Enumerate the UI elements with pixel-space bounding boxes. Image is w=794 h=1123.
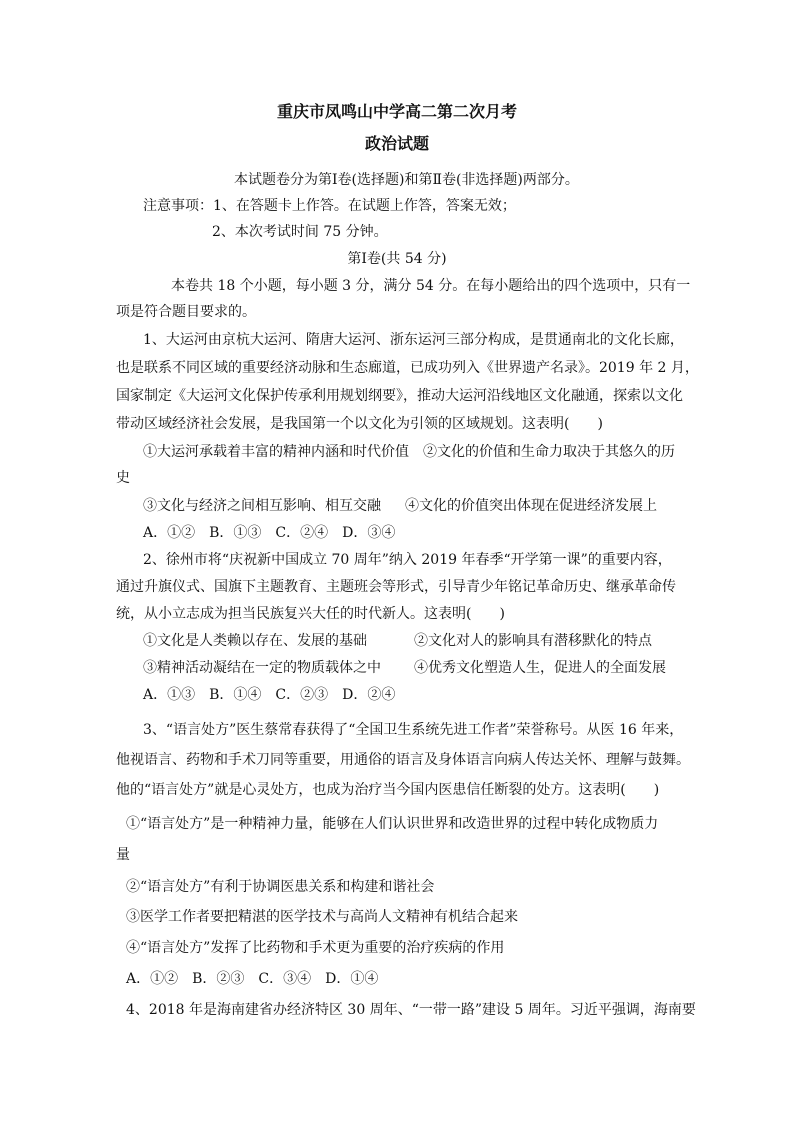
exam-subtitle: 政治试题 [364, 134, 429, 153]
q1-stem-3: 国家制定《大运河文化保护传承利用规划纲要》，推动大运河沿线地区文化融通，探索以文化 [116, 388, 683, 404]
q1-item-4: ④文化的价值突出体现在促进经济发展上 [405, 498, 657, 514]
section-instructions-1: 本卷共 18 个小题，每小题 3 分，满分 54 分。在每小题给出的四个选项中，只有一 [171, 278, 691, 294]
q2-choices: A．①③ B．①④ C．②③ D．②④ [143, 687, 396, 703]
q2-item-4: ④优秀文化塑造人生，促进人的全面发展 [414, 660, 666, 676]
q2-stem-3: 统，从小立志成为担当民族复兴大任的时代新人。这表明( ) [116, 606, 505, 622]
q3-stem-2: 他视语言、药物和手术刀同等重要，用通俗的语言及身体语言向病人传达关怀、理解与鼓舞。 [116, 752, 690, 768]
q1-stem-2: 也是联系不同区域的重要经济动脉和生态廊道，已成功列入《世界遗产名录》。2019 年 2 月， [116, 360, 699, 376]
q2-item-1: ①文化是人类赖以存在、发展的基础 [143, 633, 367, 649]
q3-stem-3: 他的“语言处方”就是心灵处方，也成为治疗当今国内医患信任断裂的处方。这表明( ) [116, 782, 660, 798]
q2-stem-1: 2、徐州市将“庆祝新中国成立 70 周年”纳入 2019 年春季“开学第一课”的重要内容， [143, 552, 672, 568]
q1-choices: A．①② B．①③ C．②④ D．③④ [143, 525, 396, 541]
q3-stem-1: 3、“语言处方”医生蔡常春获得了“全国卫生系统先进工作者”荣誉称号。从医 16 年来， [143, 722, 684, 738]
q3-choices: A．①② B．②③ C．③④ D．①④ [126, 971, 379, 987]
q1-item-3: ③文化与经济之间相互影响、相互交融 [143, 498, 381, 514]
q2-item-2: ②文化对人的影响具有潜移默化的特点 [414, 633, 652, 649]
q1-stem-1: 1、大运河由京杭大运河、隋唐大运河、浙东运河三部分构成，是贯通南北的文化长廊， [143, 332, 684, 348]
q3-item-1a: ①“语言处方”是一种精神力量，能够在人们认识世界和改造世界的过程中转化成物质力 [126, 816, 659, 832]
q2-stem-2: 通过升旗仪式、国旗下主题教育、主题班会等形式，引导青少年铭记革命历史、继承革命传 [116, 579, 676, 595]
notice-line-1: 注意事项：1、在答题卡上作答。在试题上作答，答案无效； [143, 198, 516, 214]
intro-text: 本试题卷分为第Ⅰ卷(选择题)和第Ⅱ卷(非选择题)两部分。 [234, 172, 579, 188]
q1-stem-4: 带动区域经济社会发展，是我国第一个以文化为引领的区域规划。这表明( ) [116, 416, 603, 432]
q3-item-4: ④“语言处方”发挥了比药物和手术更为重要的治疗疾病的作用 [126, 940, 505, 956]
q1-item-1b: 史 [116, 470, 130, 486]
q3-item-3: ③医学工作者要把精湛的医学技术与高尚人文精神有机结合起来 [126, 909, 518, 925]
q3-item-1b: 量 [116, 847, 130, 863]
q2-item-3: ③精神活动凝结在一定的物质载体之中 [143, 660, 381, 676]
q4-stem-1: 4、2018 年是海南建省办经济特区 30 周年、“一带一路”建设 5 周年。习近平强调，海南要 [126, 1002, 696, 1018]
notice-line-2: 2、本次考试时间 75 分钟。 [212, 224, 388, 240]
q1-item-1a: ①大运河承载着丰富的精神内涵和时代价值 ②文化的价值和生命力取决于其悠久的历 [143, 444, 675, 460]
section-heading: 第Ⅰ卷(共 54 分) [347, 251, 447, 267]
q3-item-2: ②“语言处方”有利于协调医患关系和构建和谐社会 [126, 879, 435, 895]
exam-title: 重庆市凤鸣山中学高二第二次月考 [276, 102, 517, 121]
section-instructions-2: 项是符合题目要求的。 [116, 304, 256, 320]
